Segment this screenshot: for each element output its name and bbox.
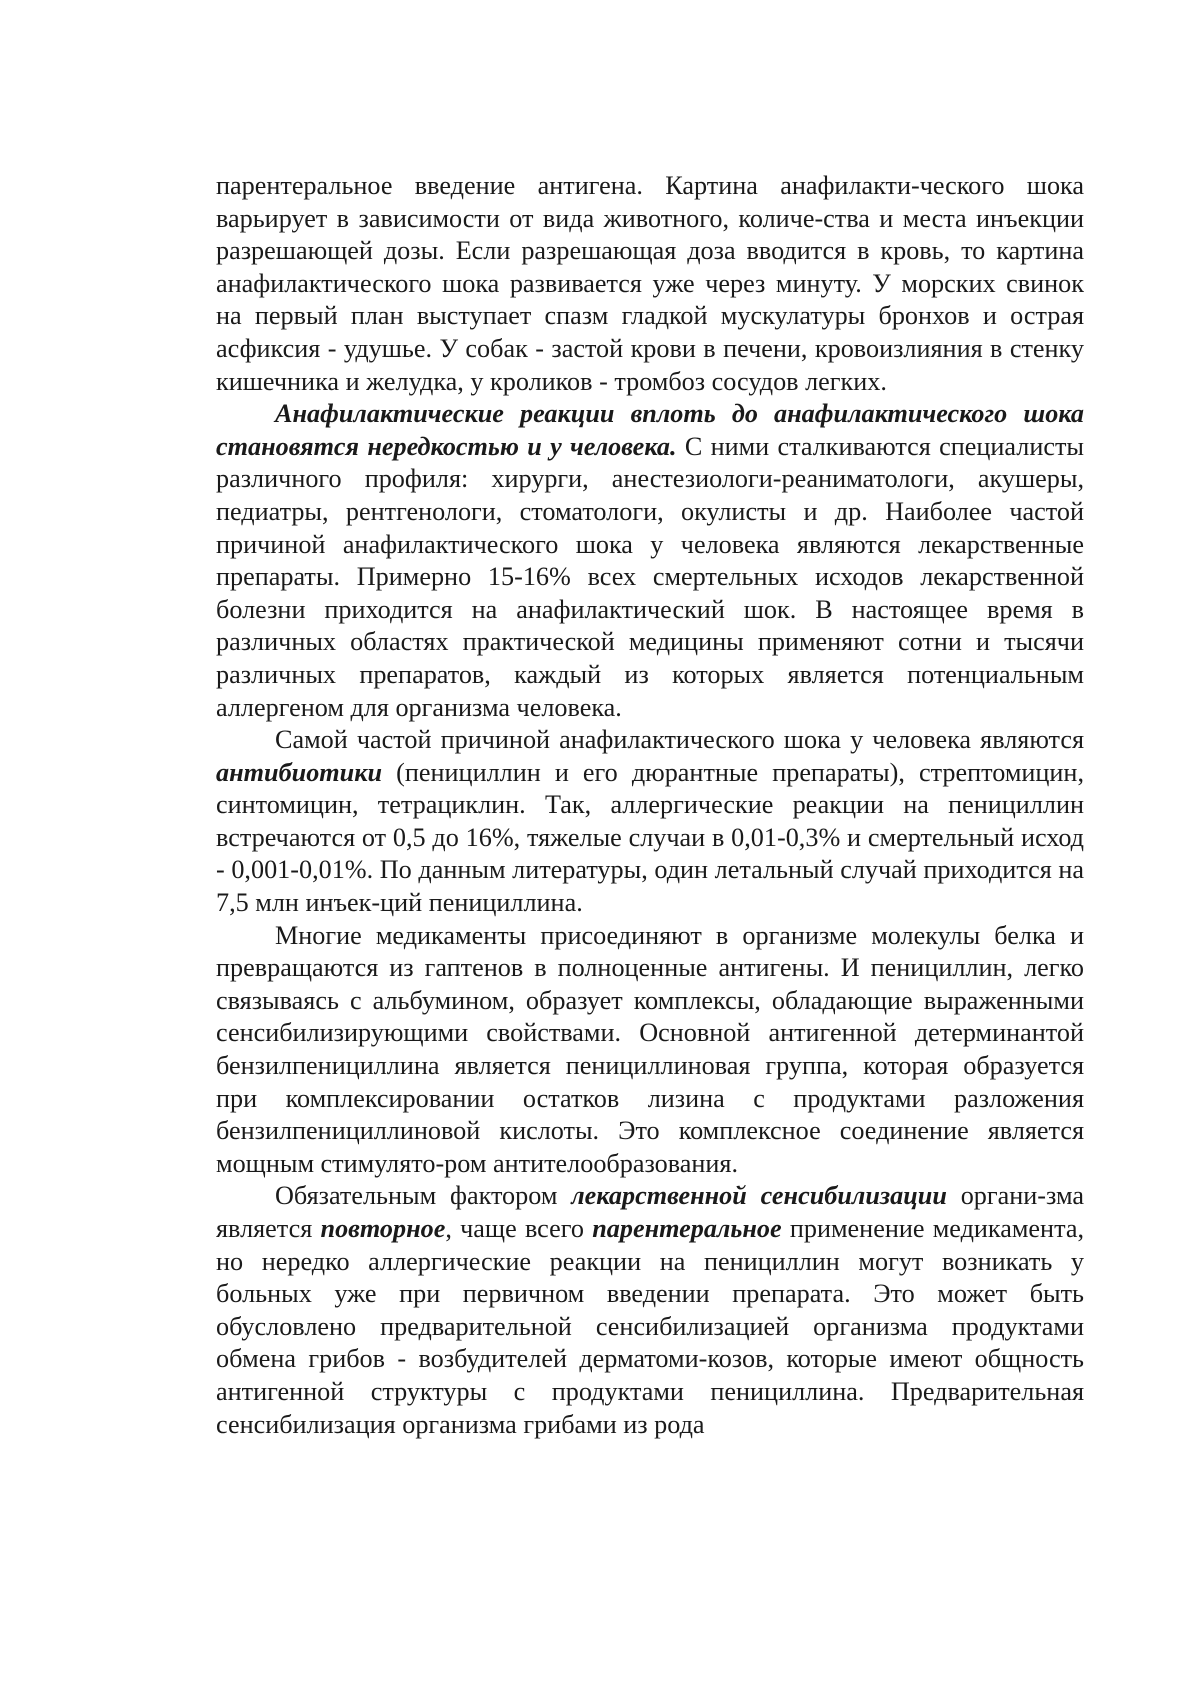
paragraph	[216, 724, 1084, 920]
paragraph-text: парентеральное введение антигена. Картина анафилакти-ческого шока варьирует в зависимости от вида животного, количе-ства и места инъекции разрешающей дозы. Если разрешающая доза вводится в кровь, то картина анафилактического шока развивается уже через минуту. У морских свинок на первый план выступает спазм гладкой мускулатуры бронхов и острая асфиксия - удушье. У собак - застой крови в печени, кровоизлияния в стенку кишечника и желудка, у кроликов - тромбоз сосудов легких.	[216, 171, 1084, 396]
paragraph-text: Самой частой причиной анафилактического шока у человека являются	[275, 725, 1084, 755]
paragraph	[216, 1180, 1084, 1441]
paragraph	[216, 398, 1084, 724]
paragraph-text: (пенициллин и его дюрантные препараты), стрептомицин, синтомицин, тетрациклин. Так, аллергические реакции на пенициллин встречаются от 0,5 до 16%, тяжелые случаи в 0,01-0,3% и смертельный исход - 0,001-0,01%. По данным литературы, один летальный случай приходится на 7,5 млн инъек-ций пенициллина.	[216, 757, 1084, 918]
paragraph	[216, 920, 1084, 1181]
paragraph-text: применение медикамента, но нередко аллергические реакции на пенициллин могут возникать у больных уже при первичном введении препарата. Это может быть обусловлено предварительной сенсибилизацией организма продуктами обмена грибов - возбудителей дерматоми-козов, которые имеют общность антигенной структуры с продуктами пенициллина. Предварительная сенсибилизация организма грибами из рода	[216, 1214, 1085, 1439]
paragraph-text: С ними сталкиваются специалисты различного профиля: хирурги, анестезиологи-реаниматологи, акушеры, педиатры, рентгенологи, стоматологи, окулисты и др. Наиболее частой причиной анафилактического шока у человека являются лекарственные препараты. Примерно 15-16% всех смертельных исходов лекарственной болезни приходится на анафилактический шок. В настоящее время в различных областях практической медицины применяют сотни и тысячи различных препаратов, каждый из которых является потенциальным аллергеном для организма человека.	[216, 431, 1084, 722]
emphasis-text: повторное	[320, 1214, 446, 1243]
emphasis-text: лекарственной сенсибилизации	[571, 1181, 947, 1211]
paragraph-text: Многие медикаменты присоединяют в организме молекулы белка и превращаются из гаптенов в полноценные антигены. И пенициллин, легко связываясь с альбумином, образует комплексы, обладающие выраженными сенсибилизирующими свойствами. Основной антигенной детерминантой бензилпенициллина является пенициллиновая группа, которая образуется при комплексировании остатков лизина с продуктами разложения бензилпенициллиновой кислоты. Это комплексное соединение является мощным стимулято-ром антителообразования.	[216, 920, 1084, 1178]
paragraph	[216, 170, 1084, 398]
paragraph-text: Обязательным фактором	[275, 1181, 572, 1211]
paragraph-text: органи-зма является	[216, 1181, 1085, 1243]
emphasis-text: парентеральное	[592, 1214, 782, 1243]
emphasis-text: антибиотики	[216, 757, 383, 787]
paragraph-text: , чаще всего	[445, 1214, 593, 1243]
document-page	[216, 170, 1084, 1441]
emphasis-text: Анафилактические реакции вплоть до анафилактического шока становятся нередкостью и у человека.	[216, 399, 1084, 461]
